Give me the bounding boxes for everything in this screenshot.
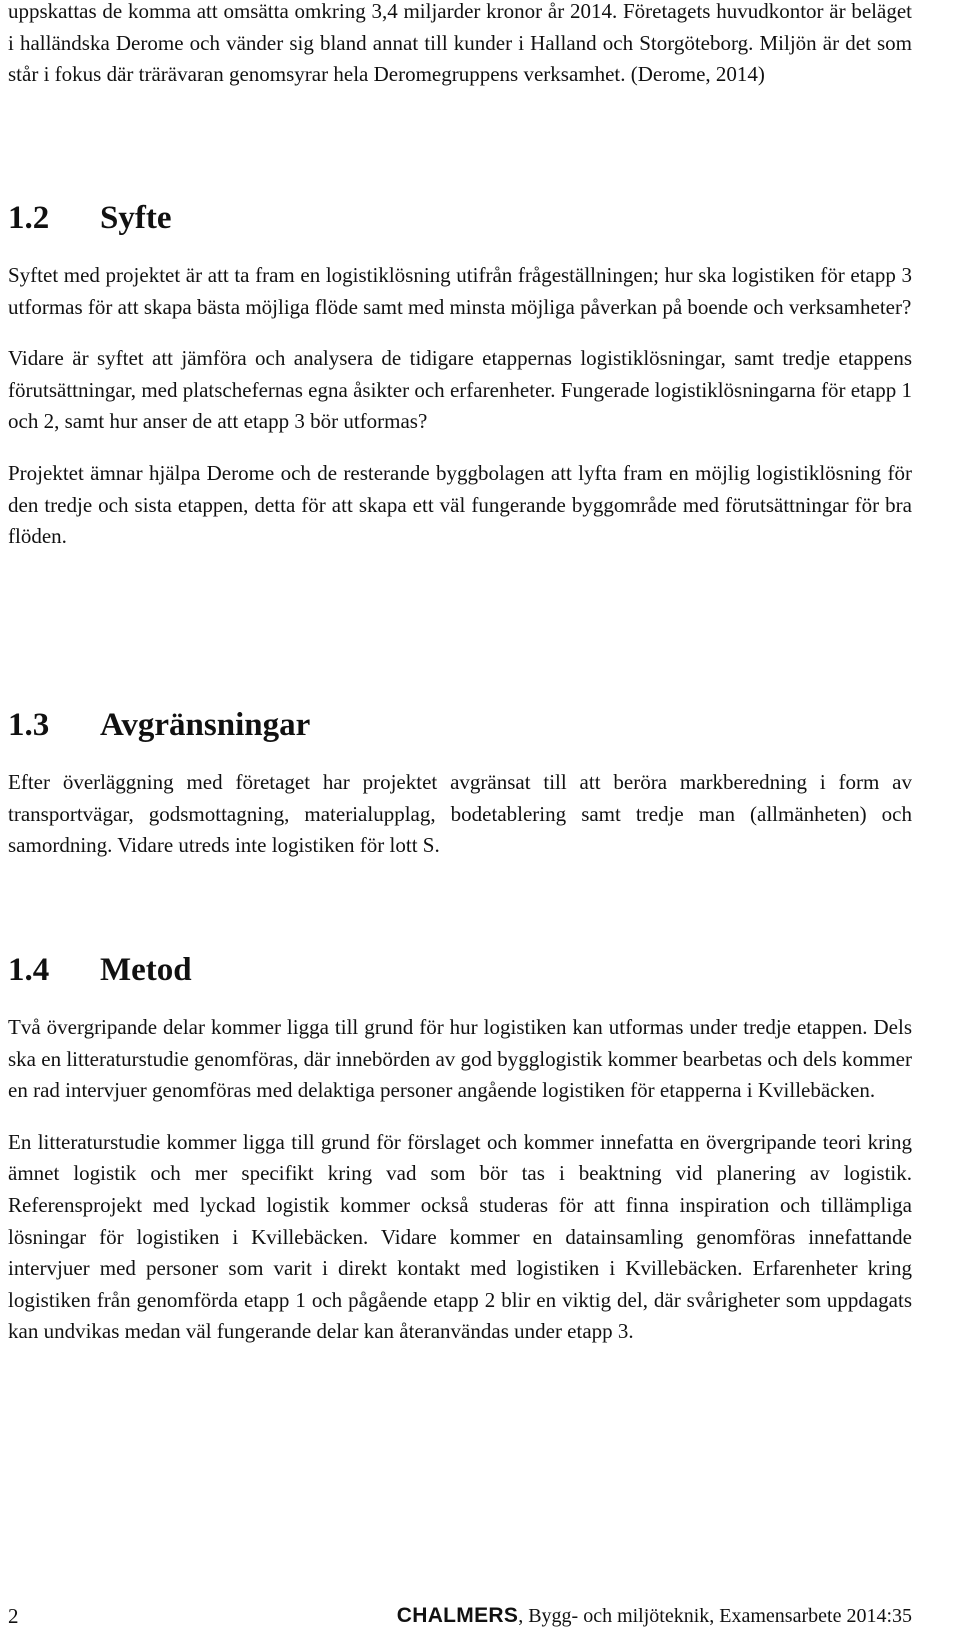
body-paragraph: Syftet med projektet är att ta fram en logistiklösning utifrån frågeställningen; hur ska logistiken för etapp 3 utformas för att skapa bästa möjliga flöde samt med minsta möjliga påverkan på boende och verksamheter? xyxy=(8,263,912,319)
footer-citation xyxy=(397,1602,912,1630)
page-number: 2 xyxy=(8,1604,19,1628)
section-number: 1.4 xyxy=(8,952,50,988)
section-metod xyxy=(8,950,912,1348)
section-avgransningar xyxy=(8,705,912,862)
section-number: 1.2 xyxy=(8,200,50,236)
section-number: 1.3 xyxy=(8,707,50,743)
intro-block xyxy=(8,0,912,91)
section-title: Metod xyxy=(100,952,192,988)
intro-paragraph: uppskattas de komma att omsätta omkring 3,4 miljarder kronor år 2014. Företagets huvudkontor är beläget i halländska Derome och vänder sig bland annat till kunder i Halland och Storgöteborg. Miljön är det som står i fokus där trärävaran genomsyrar hela Deromegruppens verksamhet. (Derome, 2014) xyxy=(8,0,912,87)
footer-brand: CHALMERS xyxy=(396,1604,519,1627)
body-paragraph: Projektet ämnar hjälpa Derome och de resterande byggbolagen att lyfta fram en möjlig logistiklösning för den tredje och sista etappen, detta för att skapa ett väl fungerande byggområde med förutsättningar för bra flöden. xyxy=(8,460,912,549)
section-syfte xyxy=(8,198,912,553)
section-title: Avgränsningar xyxy=(100,707,311,743)
body-paragraph: Vidare är syftet att jämföra och analysera de tidigare etappernas logistiklösningar, samt tredje etappens förutsättningar, med platschefernas egna åsikter och erfarenheter. Fungerade logistiklösningarna för etapp 1 och 2, samt hur anser de att etapp 3 bör utformas? xyxy=(8,346,912,434)
section-title: Syfte xyxy=(100,200,172,236)
footer-text: , Bygg- och miljöteknik, Examensarbete 2014:35 xyxy=(518,1605,912,1627)
section-heading xyxy=(8,705,912,745)
body-paragraph: Två övergripande delar kommer ligga till grund för hur logistiken kan utformas under tredje etappen. Dels ska en litteraturstudie genomföras, där innebörden av god bygglogistik kommer bearbetas och dels kommer en rad intervjuer genomföras med delaktiga personer angående logistiken för etapperna i Kvillebäcken. xyxy=(8,1015,912,1103)
section-heading xyxy=(8,198,912,238)
body-paragraph: Efter överläggning med företaget har projektet avgränsat till att beröra markberedning i form av transportvägar, godsmottagning, materialupplag, bodetablering samt tredje man (allmänheten) och samordning. Vidare utreds inte logistiken för lott S. xyxy=(8,770,912,858)
body-paragraph: En litteraturstudie kommer ligga till grund för förslaget och kommer innefatta en övergripande teori kring ämnet logistik och mer specifikt kring vad som bör tas i beaktning vid planering av logistik. Referensprojekt med lyckad logistik kommer också studeras för att finna inspiration och tillämpliga lösningar för logistiken i Kvillebäcken. Vidare kommer en datainsamling genomföras innefattande intervjuer med personer som varit i direkt kontakt med logistiken i Kvillebäcken. Erfarenheter kring logistiken från genomförda etapp 1 och pågående etapp 2 blir en viktig del, där svårigheter som uppdagats kan undvikas medan väl fungerande delar kan återanvändas under etapp 3. xyxy=(8,1129,912,1344)
section-heading xyxy=(8,950,912,990)
page-footer xyxy=(8,1602,912,1630)
